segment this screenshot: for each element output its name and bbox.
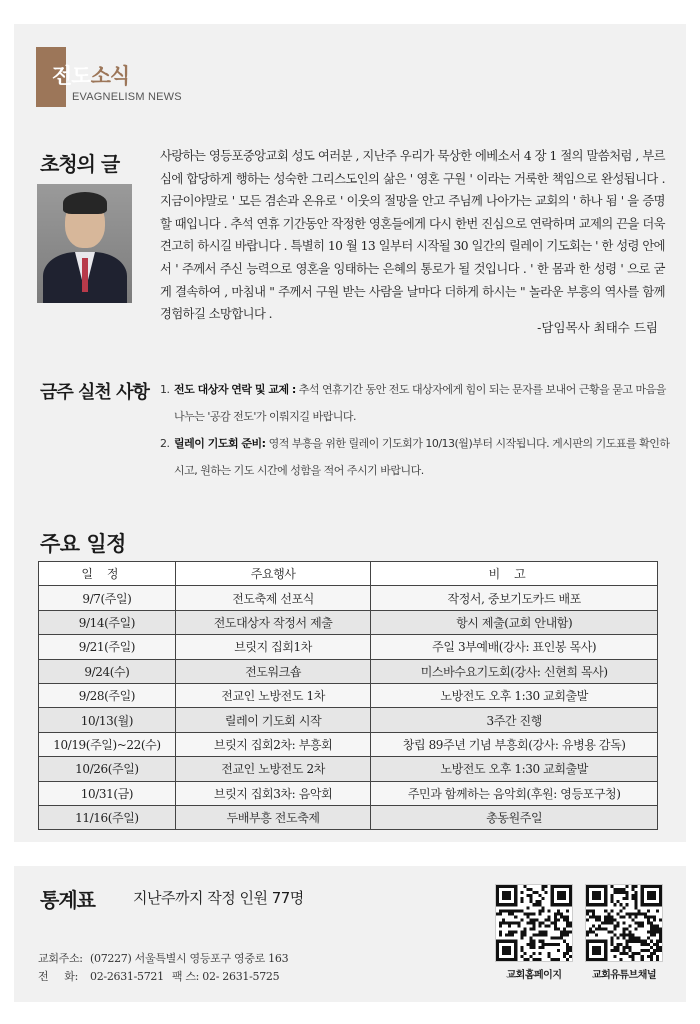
address-value: (07227) 서울특별시 영등포구 영중로 163 <box>90 952 289 965</box>
fax-label: 팩 스: <box>171 970 200 983</box>
schedule-event: 두배부흥 전도축제 <box>175 805 371 829</box>
schedule-date: 10/31(금) <box>39 781 176 805</box>
invitation-signature: -담임목사 최태수 드림 <box>537 320 658 335</box>
schedule-row <box>39 708 658 732</box>
logo-subtitle: EVAGNELISM NEWS <box>72 91 182 103</box>
schedule-date: 10/26(주일) <box>39 757 176 781</box>
schedule-note: 창립 89주년 기념 부흥회(강사: 유병용 감독) <box>371 732 658 756</box>
schedule-col-note <box>371 562 658 586</box>
schedule-note: 주일 3부예배(강사: 표인봉 목사) <box>371 635 658 659</box>
schedule-note: 항시 제출(교회 안내함) <box>371 610 658 634</box>
qr-code-icon[interactable] <box>585 884 663 962</box>
schedule-row <box>39 757 658 781</box>
practice-list <box>160 376 670 484</box>
invitation-body: 사랑하는 영등포중앙교회 성도 여러분 , 지난주 우리가 묵상한 에베소서 4 장 1 절의 말씀처럼 , 부르심에 합당하게 행하는 성숙한 그리스도인의 삶은 ' 영혼 구원 ' 이라는 거룩한 책임으로 완성됩니다 . 지금이야말로 ' 모든 겸손과 온유로 ' 이웃의 절망을 안고 주님께 나아가는 교회의 ' 하나 됨 ' 을 증명할 때입니다 . 추석 연휴 기간동안 작정한 영혼들에게 다시 한번 진심으로 연락하며 교제의 끈을 더욱 견고히 하시길 바랍니다 . 특별히 10 월 13 일부터 시작될 30 일간의 릴레이 기도회는 ' 한 성령 안에서 ' 주께서 주신 능력으로 영혼을 잉태하는 은혜의 통로가 될 것입니다 . ' 한 몸과 한 성령 ' 으로 굳게 결속하여 , 마침내 " 주께서 구원 받는 사람을 날마다 더하게 하시는 " 놀라운 부흥의 역사를 함께 경험하길 소망합니다 . <box>160 149 665 322</box>
practice-item-title: 전도 대상자 연락 및 교제 : <box>174 383 296 396</box>
practice-item-title: 릴레이 기도회 준비: <box>174 437 266 450</box>
phone-label: 전 화: <box>38 970 79 983</box>
qr-youtube-caption: 교회유튜브채널 <box>591 970 657 981</box>
schedule-event: 브릿지 집회2차: 부흥회 <box>175 732 371 756</box>
church-contact <box>38 950 288 986</box>
schedule-event: 릴레이 기도회 시작 <box>175 708 371 732</box>
practice-item-number: 1. <box>160 383 170 396</box>
practice-item <box>160 376 670 430</box>
schedule-row <box>39 586 658 610</box>
schedule-note: 노방전도 오후 1:30 교회출발 <box>371 757 658 781</box>
stats-text: 지난주까지 작정 인원 77명 <box>133 889 304 907</box>
phone-value: 02-2631-5721 <box>90 970 164 983</box>
schedule-event: 브릿지 집회3차: 음악회 <box>175 781 371 805</box>
address-line <box>38 950 288 968</box>
schedule-note: 미스바수요기도회(강사: 신현희 목사) <box>371 659 658 683</box>
stats-label: 통계표 <box>40 888 95 912</box>
schedule-heading: 주요 일정 <box>40 532 126 556</box>
schedule-event: 전도워크숍 <box>175 659 371 683</box>
practice-heading: 금주 실천 사항 <box>40 382 149 403</box>
practice-item-number: 2. <box>160 437 170 450</box>
schedule-date: 9/21(주일) <box>39 635 176 659</box>
schedule-note: 3주간 진행 <box>371 708 658 732</box>
practice-item-text: 영적 부흥을 위한 릴레이 기도회가 10/13(월)부터 시작됩니다. 게시판의 기도표를 확인하시고, 원하는 기도 시간에 성함을 적어 주시기 바랍니다. <box>174 437 670 477</box>
photo-tie <box>82 258 88 292</box>
schedule-event: 전교인 노방전도 1차 <box>175 683 371 707</box>
schedule-col-date <box>39 562 176 586</box>
schedule-date: 11/16(주일) <box>39 805 176 829</box>
schedule-note: 노방전도 오후 1:30 교회출발 <box>371 683 658 707</box>
qr-homepage-caption: 교회홈페이지 <box>506 970 562 981</box>
practice-item <box>160 430 670 484</box>
invitation-heading: 초청의 글 <box>40 152 120 176</box>
schedule-header-row <box>39 562 658 586</box>
schedule-row <box>39 659 658 683</box>
schedule-col-event: 주요행사 <box>175 562 371 586</box>
logo-title <box>52 60 129 90</box>
schedule-event: 전교인 노방전도 2차 <box>175 757 371 781</box>
schedule-date: 9/7(주일) <box>39 586 176 610</box>
schedule-row <box>39 805 658 829</box>
logo-title-part2: 소식 <box>90 64 130 88</box>
schedule-date: 10/19(주일)~22(수) <box>39 732 176 756</box>
schedule-event: 전도축제 선포식 <box>175 586 371 610</box>
schedule-note: 총동원주일 <box>371 805 658 829</box>
schedule-note: 주민과 함께하는 음악회(후원: 영등포구청) <box>371 781 658 805</box>
schedule-row <box>39 635 658 659</box>
schedule-date: 9/28(주일) <box>39 683 176 707</box>
qr-youtube[interactable] <box>585 884 663 981</box>
schedule-event: 전도대상자 작정서 제출 <box>175 610 371 634</box>
pastor-photo <box>37 184 132 303</box>
schedule-row <box>39 683 658 707</box>
fax-value: 02- 2631-5725 <box>202 970 280 983</box>
schedule-row <box>39 610 658 634</box>
qr-homepage[interactable] <box>495 884 573 981</box>
qr-code-icon[interactable] <box>495 884 573 962</box>
schedule-date: 9/14(주일) <box>39 610 176 634</box>
col-label: 비고 <box>488 567 540 582</box>
schedule-event: 브릿지 집회1차 <box>175 635 371 659</box>
schedule-date: 9/24(수) <box>39 659 176 683</box>
schedule-date: 10/13(월) <box>39 708 176 732</box>
schedule-row <box>39 781 658 805</box>
address-label: 교회주소: <box>38 952 83 965</box>
logo-title-part1: 전도 <box>52 64 91 88</box>
schedule-row <box>39 732 658 756</box>
schedule-table <box>38 561 658 830</box>
schedule-note: 작정서, 중보기도카드 배포 <box>371 586 658 610</box>
photo-hair <box>63 192 107 214</box>
col-label: 일정 <box>81 567 133 582</box>
phone-line <box>38 968 288 986</box>
practice-item-text: 추석 연휴기간 동안 전도 대상자에게 힘이 되는 문자를 보내어 근황을 묻고 마음을 나누는 '공감 전도'가 이뤄지길 바랍니다. <box>174 383 666 423</box>
